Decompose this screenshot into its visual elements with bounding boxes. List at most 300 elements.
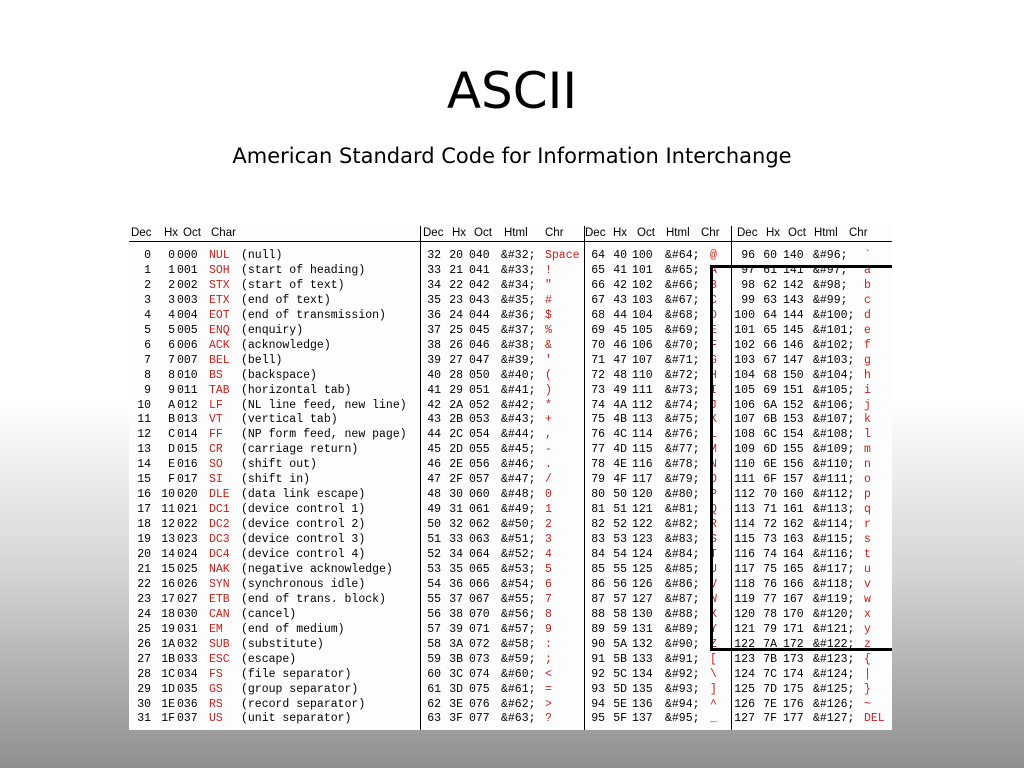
table-cell: 154 <box>783 428 804 442</box>
table-cell: 041 <box>469 263 490 277</box>
table-cell: 78 <box>591 458 605 472</box>
table-cell: &#92; <box>665 667 700 681</box>
table-cell: 061 <box>469 503 490 517</box>
table-cell: " <box>545 278 552 292</box>
table-cell: &#67; <box>665 293 700 307</box>
table-cell: 4C <box>613 428 627 442</box>
table-cell: &#117; <box>813 562 855 576</box>
table-cell: B <box>710 278 717 292</box>
table-cell: (device control 1) <box>241 503 366 517</box>
table-cell: 3 <box>168 293 175 307</box>
table-cell: W <box>710 592 717 606</box>
header-g3-4: Chr <box>701 227 720 239</box>
table-cell: 33 <box>449 533 463 547</box>
table-cell: G <box>710 353 717 367</box>
table-cell: &#80; <box>665 488 700 502</box>
table-cell: 136 <box>632 697 653 711</box>
table-cell: 38 <box>427 338 441 352</box>
table-cell: 155 <box>783 443 804 457</box>
table-cell: 137 <box>632 712 653 726</box>
table-cell: 104 <box>632 308 653 322</box>
table-cell: &#70; <box>665 338 700 352</box>
table-cell: 79 <box>591 473 605 487</box>
table-cell: DC4 <box>209 548 230 561</box>
table-cell: 105 <box>734 383 755 397</box>
table-cell: 5B <box>613 652 627 666</box>
table-cell: (horizontal tab) <box>241 383 352 397</box>
table-cell: &#57; <box>501 622 536 636</box>
table-cell: 140 <box>783 249 804 262</box>
table-cell: &#32; <box>501 249 536 262</box>
table-cell: 4F <box>613 473 627 487</box>
table-cell: 005 <box>177 323 198 337</box>
table-cell: r <box>864 518 871 532</box>
table-cell: 107 <box>734 413 755 427</box>
table-cell: &#108; <box>813 428 855 442</box>
table-cell: 1F <box>161 712 175 726</box>
table-cell: &#65; <box>665 263 700 277</box>
table-cell: 030 <box>177 607 198 621</box>
table-cell: ETB <box>209 592 230 606</box>
table-cell: &#83; <box>665 533 700 547</box>
table-cell: 4 <box>168 308 175 322</box>
table-cell: 41 <box>427 383 441 397</box>
table-cell: 113 <box>734 503 755 517</box>
table-cell: 7A <box>763 637 777 651</box>
table-cell: 73 <box>763 533 777 547</box>
ascii-table <box>129 224 892 730</box>
header-g3-2: Oct <box>637 227 655 239</box>
table-cell: 7C <box>763 667 777 681</box>
table-cell: (unit separator) <box>241 712 352 726</box>
table-cell: 72 <box>763 518 777 532</box>
table-cell: 44 <box>613 308 627 322</box>
table-cell: &#77; <box>665 443 700 457</box>
table-cell: 14 <box>137 458 151 472</box>
table-cell: 126 <box>632 577 653 591</box>
table-cell: 18 <box>161 607 175 621</box>
table-cell: 75 <box>591 413 605 427</box>
table-cell: 25 <box>449 323 463 337</box>
table-cell: A <box>168 398 175 412</box>
header-g4-3: Html <box>814 227 838 239</box>
table-cell: 36 <box>427 308 441 322</box>
table-cell: DC3 <box>209 533 230 547</box>
table-cell: R <box>710 518 717 532</box>
table-cell: 25 <box>137 622 151 636</box>
table-cell: ( <box>545 368 552 382</box>
table-cell: 134 <box>632 667 653 681</box>
table-cell: [ <box>710 652 717 666</box>
table-cell: 39 <box>427 353 441 367</box>
table-cell: 036 <box>177 697 198 711</box>
table-cell: 114 <box>632 428 653 442</box>
table-cell: &#100; <box>813 308 855 322</box>
table-cell: 123 <box>734 652 755 666</box>
table-cell: % <box>545 323 552 337</box>
table-cell: 2 <box>144 278 151 292</box>
table-cell: 072 <box>469 637 490 651</box>
table-cell: &#81; <box>665 503 700 517</box>
table-cell: 174 <box>783 667 804 681</box>
highlight-box <box>710 265 892 651</box>
table-cell: &#112; <box>813 488 855 502</box>
table-cell: 32 <box>427 249 441 262</box>
table-cell: 68 <box>763 368 777 382</box>
table-cell: 91 <box>591 652 605 666</box>
table-cell: (device control 2) <box>241 518 366 532</box>
table-cell: &#76; <box>665 428 700 442</box>
table-cell: US <box>209 712 223 726</box>
table-cell: w <box>864 592 871 606</box>
table-row <box>129 248 892 263</box>
table-cell: 40 <box>613 249 627 262</box>
table-cell: 103 <box>632 293 653 307</box>
table-cell: 037 <box>177 712 198 726</box>
table-cell: 117 <box>734 562 755 576</box>
table-cell: 7 <box>144 353 151 367</box>
table-cell: X <box>710 607 717 621</box>
table-cell: 101 <box>632 263 653 277</box>
table-cell: (end of trans. block) <box>241 592 386 606</box>
table-cell: 4D <box>613 443 627 457</box>
table-cell: &#90; <box>665 637 700 651</box>
table-cell: 90 <box>591 637 605 651</box>
table-cell: 85 <box>591 562 605 576</box>
table-cell: ; <box>545 652 552 666</box>
table-cell: 86 <box>591 577 605 591</box>
table-cell: M <box>710 443 717 457</box>
table-cell: 067 <box>469 592 490 606</box>
table-cell: 7 <box>545 592 552 606</box>
table-cell: &#43; <box>501 413 536 427</box>
table-cell: 47 <box>613 353 627 367</box>
table-cell: F <box>710 338 717 352</box>
table-cell: EM <box>209 622 223 636</box>
table-cell: 6E <box>763 458 777 472</box>
table-cell: p <box>864 488 871 502</box>
table-cell: T <box>710 548 717 561</box>
table-cell: (shift in) <box>241 473 311 487</box>
table-cell: &#110; <box>813 458 855 472</box>
table-cell: 033 <box>177 652 198 666</box>
table-cell: 6C <box>763 428 777 442</box>
table-cell: &#111; <box>813 473 855 487</box>
table-cell: VT <box>209 413 223 427</box>
table-cell: 34 <box>449 548 463 561</box>
table-cell: 105 <box>632 323 653 337</box>
table-cell: &#85; <box>665 562 700 576</box>
table-cell: K <box>710 413 717 427</box>
table-cell: 5D <box>613 682 627 696</box>
header-g3-3: Html <box>666 227 690 239</box>
table-cell: 8 <box>545 607 552 621</box>
table-cell: 031 <box>177 622 198 636</box>
table-cell: 2F <box>449 473 463 487</box>
table-cell: &#86; <box>665 577 700 591</box>
table-cell: 26 <box>449 338 463 352</box>
table-cell: &#53; <box>501 562 536 576</box>
table-cell: 172 <box>783 637 804 651</box>
table-cell: 8 <box>144 368 151 382</box>
table-cell: J <box>710 398 717 412</box>
table-cell: & <box>545 338 552 352</box>
table-cell: 131 <box>632 622 653 636</box>
table-cell: 22 <box>449 278 463 292</box>
table-cell: &#42; <box>501 398 536 412</box>
table-cell: &#98; <box>813 278 848 292</box>
table-cell: 4A <box>613 398 627 412</box>
table-cell: 150 <box>783 368 804 382</box>
table-cell: 4B <box>613 413 627 427</box>
table-cell: . <box>545 458 552 472</box>
table-cell: 1E <box>161 697 175 711</box>
table-cell: &#113; <box>813 503 855 517</box>
table-cell: h <box>864 368 871 382</box>
table-cell: 2C <box>449 428 463 442</box>
table-cell: &#47; <box>501 473 536 487</box>
table-cell: (start of heading) <box>241 263 366 277</box>
table-cell: 123 <box>632 533 653 547</box>
table-cell: &#38; <box>501 338 536 352</box>
table-cell: 5C <box>613 667 627 681</box>
table-cell: 54 <box>613 548 627 561</box>
table-cell: &#96; <box>813 249 848 262</box>
table-cell: 175 <box>783 682 804 696</box>
table-cell: &#49; <box>501 503 536 517</box>
table-cell: SOH <box>209 263 230 277</box>
table-cell: 39 <box>449 622 463 636</box>
table-cell: 30 <box>137 697 151 711</box>
table-cell: 51 <box>427 533 441 547</box>
table-cell: D <box>710 308 717 322</box>
table-cell: O <box>710 473 717 487</box>
table-cell: BS <box>209 368 223 382</box>
table-cell: 3C <box>449 667 463 681</box>
table-cell: (NL line feed, new line) <box>241 398 407 412</box>
table-cell: 2A <box>449 398 463 412</box>
table-cell: &#68; <box>665 308 700 322</box>
table-cell: EOT <box>209 308 230 322</box>
table-cell: 165 <box>783 562 804 576</box>
table-cell: 022 <box>177 518 198 532</box>
table-cell: DC2 <box>209 518 230 532</box>
table-cell: 3A <box>449 637 463 651</box>
table-cell: 27 <box>449 353 463 367</box>
table-cell: &#93; <box>665 682 700 696</box>
table-cell: 125 <box>632 562 653 576</box>
table-cell: x <box>864 607 871 621</box>
table-cell: (end of transmission) <box>241 308 386 322</box>
table-cell: 95 <box>591 712 605 726</box>
table-cell: (acknowledge) <box>241 338 331 352</box>
table-cell: 124 <box>734 667 755 681</box>
table-cell: &#62; <box>501 697 536 711</box>
table-cell: 2 <box>168 278 175 292</box>
table-cell: 124 <box>632 548 653 561</box>
table-cell: C <box>168 428 175 442</box>
table-cell: 65 <box>591 263 605 277</box>
table-cell: 071 <box>469 622 490 636</box>
table-cell: 36 <box>449 577 463 591</box>
table-cell: 176 <box>783 697 804 711</box>
table-cell: 034 <box>177 667 198 681</box>
table-cell: 61 <box>427 682 441 696</box>
table-cell: U <box>710 562 717 576</box>
table-cell: 15 <box>161 562 175 576</box>
table-cell: (record separator) <box>241 697 366 711</box>
table-cell: 64 <box>591 249 605 262</box>
table-cell: a <box>864 263 871 277</box>
table-cell: 166 <box>783 577 804 591</box>
table-cell: (backspace) <box>241 368 317 382</box>
header-g1-0: Dec <box>131 227 152 239</box>
header-g4-4: Chr <box>849 227 868 239</box>
table-cell: 170 <box>783 607 804 621</box>
table-cell: &#35; <box>501 293 536 307</box>
table-cell: 53 <box>613 533 627 547</box>
table-cell: 053 <box>469 413 490 427</box>
table-cell: 63 <box>427 712 441 726</box>
table-cell: 076 <box>469 697 490 711</box>
table-cell: 116 <box>734 548 755 561</box>
table-cell: 12 <box>137 428 151 442</box>
table-cell: NUL <box>209 249 230 262</box>
table-cell: 125 <box>734 682 755 696</box>
table-cell: &#126; <box>813 697 855 711</box>
table-cell: 163 <box>783 533 804 547</box>
table-cell: 035 <box>177 682 198 696</box>
table-cell: &#36; <box>501 308 536 322</box>
table-cell: 122 <box>734 637 755 651</box>
table-cell: CAN <box>209 607 230 621</box>
table-cell: 160 <box>783 488 804 502</box>
table-cell: 43 <box>613 293 627 307</box>
table-cell: c <box>864 293 871 307</box>
table-cell: 108 <box>734 428 755 442</box>
table-cell: &#59; <box>501 652 536 666</box>
table-cell: 6F <box>763 473 777 487</box>
table-cell: &#127; <box>813 712 855 726</box>
table-cell: 92 <box>591 667 605 681</box>
table-cell: 2D <box>449 443 463 457</box>
table-cell: 50 <box>613 488 627 502</box>
table-cell: 72 <box>591 368 605 382</box>
table-cell: 4E <box>613 458 627 472</box>
table-cell: 063 <box>469 533 490 547</box>
table-cell: L <box>710 428 717 442</box>
table-cell: &#114; <box>813 518 855 532</box>
table-cell: 31 <box>449 503 463 517</box>
table-cell: N <box>710 458 717 472</box>
table-cell: &#95; <box>665 712 700 726</box>
table-cell: 88 <box>591 607 605 621</box>
table-cell: 68 <box>591 308 605 322</box>
table-cell: t <box>864 548 871 561</box>
table-cell: 111 <box>632 383 653 397</box>
table-cell: 1A <box>161 637 175 651</box>
table-cell: 9 <box>144 383 151 397</box>
table-cell: 5 <box>545 562 552 576</box>
table-cell: y <box>864 622 871 636</box>
table-cell: l <box>864 428 871 442</box>
table-row <box>129 682 892 697</box>
header-g3-0: Dec <box>585 227 606 239</box>
table-cell: 122 <box>632 518 653 532</box>
table-cell: } <box>864 682 871 696</box>
table-cell: 003 <box>177 293 198 307</box>
table-cell: (device control 4) <box>241 548 366 561</box>
table-cell: &#73; <box>665 383 700 397</box>
table-cell: &#91; <box>665 652 700 666</box>
table-cell: 35 <box>449 562 463 576</box>
slide-title: ASCII <box>446 62 578 120</box>
header-g4-2: Oct <box>788 227 806 239</box>
table-cell: u <box>864 562 871 576</box>
table-cell: 103 <box>734 353 755 367</box>
table-cell: &#50; <box>501 518 536 532</box>
table-cell: 7E <box>763 697 777 711</box>
table-cell: : <box>545 637 552 651</box>
table-cell: 42 <box>613 278 627 292</box>
table-cell: * <box>545 398 552 412</box>
table-row <box>129 697 892 712</box>
table-cell: 66 <box>763 338 777 352</box>
table-cell: j <box>864 398 871 412</box>
table-cell: 37 <box>427 323 441 337</box>
table-cell: n <box>864 458 871 472</box>
table-cell: &#79; <box>665 473 700 487</box>
table-cell: &#106; <box>813 398 855 412</box>
table-cell: &#105; <box>813 383 855 397</box>
table-cell: 070 <box>469 607 490 621</box>
table-cell: &#64; <box>665 249 700 262</box>
table-cell: 31 <box>137 712 151 726</box>
table-cell: 115 <box>632 443 653 457</box>
table-cell: 007 <box>177 353 198 367</box>
table-cell: 101 <box>734 323 755 337</box>
table-cell: 21 <box>449 263 463 277</box>
table-cell: 017 <box>177 473 198 487</box>
table-cell: 12 <box>161 518 175 532</box>
table-cell: (bell) <box>241 353 283 367</box>
table-cell: 060 <box>469 488 490 502</box>
table-cell: (negative acknowledge) <box>241 562 393 576</box>
table-cell: 052 <box>469 398 490 412</box>
table-cell: 6B <box>763 413 777 427</box>
table-cell: 3D <box>449 682 463 696</box>
table-cell: 1 <box>168 263 175 277</box>
table-cell: 43 <box>427 413 441 427</box>
table-cell: 064 <box>469 548 490 561</box>
table-cell: 89 <box>591 622 605 636</box>
table-cell: ~ <box>864 697 871 711</box>
table-cell: 142 <box>783 278 804 292</box>
table-cell: Z <box>710 637 717 651</box>
table-cell: 144 <box>783 308 804 322</box>
table-cell: + <box>545 413 552 427</box>
table-cell: 3E <box>449 697 463 711</box>
table-cell: 66 <box>591 278 605 292</box>
table-cell: 23 <box>449 293 463 307</box>
table-cell: 57 <box>613 592 627 606</box>
table-cell: 17 <box>137 503 151 517</box>
table-cell: 114 <box>734 518 755 532</box>
table-cell: 69 <box>763 383 777 397</box>
table-cell: < <box>545 667 552 681</box>
table-cell: 100 <box>734 308 755 322</box>
table-cell: &#66; <box>665 278 700 292</box>
